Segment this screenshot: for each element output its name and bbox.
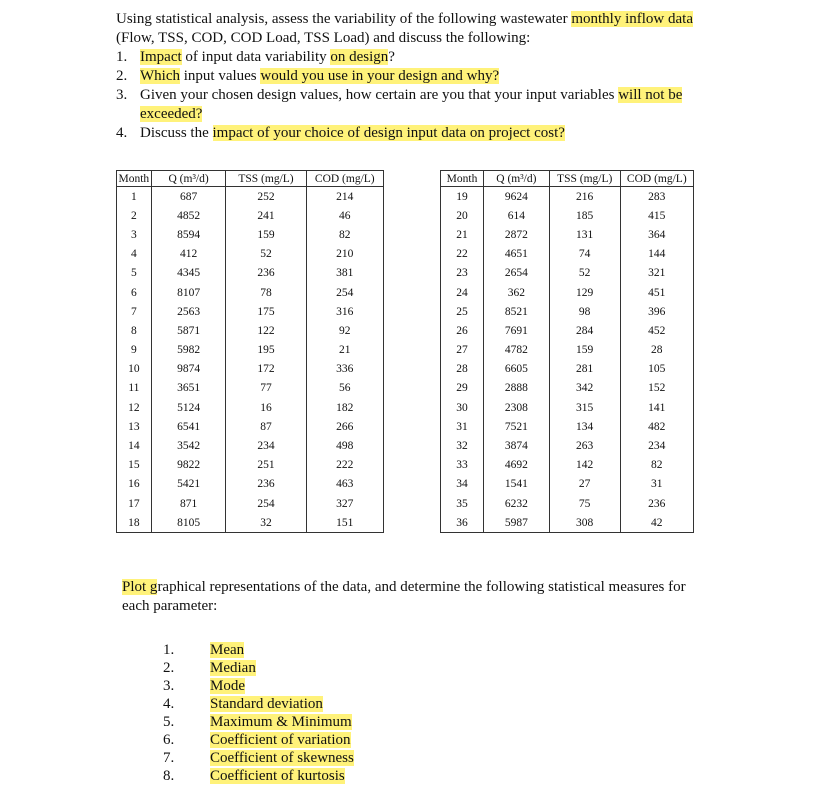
- cell-tss: 32: [226, 513, 306, 533]
- header-month: Month: [117, 171, 152, 187]
- cell-cod: 151: [306, 513, 383, 533]
- cell-tss: 254: [226, 494, 306, 513]
- measure-item: [163, 659, 354, 677]
- question-text: input values: [179, 68, 261, 84]
- cell-month: 33: [441, 456, 484, 475]
- table-row: [117, 302, 384, 321]
- table-row: [441, 456, 694, 475]
- cell-cod: 28: [620, 341, 693, 360]
- cell-cod: 42: [620, 513, 693, 533]
- table-row: [441, 341, 694, 360]
- cell-cod: 381: [306, 264, 383, 283]
- cell-tss: 281: [549, 360, 620, 379]
- cell-month: 10: [117, 360, 152, 379]
- cell-cod: 214: [306, 187, 383, 207]
- cell-cod: 234: [620, 436, 693, 455]
- cell-cod: 254: [306, 283, 383, 302]
- cell-cod: 82: [306, 225, 383, 244]
- cell-month: 6: [117, 283, 152, 302]
- cell-cod: 82: [620, 456, 693, 475]
- cell-flow: 8105: [151, 513, 226, 533]
- cell-flow: 8107: [151, 283, 226, 302]
- cell-tss: 308: [549, 513, 620, 533]
- cell-flow: 5982: [151, 341, 226, 360]
- cell-flow: 1541: [484, 475, 550, 494]
- cell-tss: 98: [549, 302, 620, 321]
- table-body: [441, 187, 694, 533]
- table-header-row: [441, 171, 694, 187]
- cell-cod: 316: [306, 302, 383, 321]
- table-row: [441, 264, 694, 283]
- cell-cod: 182: [306, 398, 383, 417]
- cell-month: 23: [441, 264, 484, 283]
- table-row: [441, 398, 694, 417]
- cell-tss: 131: [549, 225, 620, 244]
- cell-tss: 52: [226, 245, 306, 264]
- table-row: [117, 283, 384, 302]
- question-number: 3.: [116, 87, 128, 103]
- question-text: of input data variability: [181, 49, 331, 65]
- cell-flow: 9874: [151, 360, 226, 379]
- header-flow: Q (m³/d): [484, 171, 550, 187]
- cell-flow: 4782: [484, 341, 550, 360]
- cell-flow: 8521: [484, 302, 550, 321]
- table-row: [117, 475, 384, 494]
- cell-cod: 415: [620, 206, 693, 225]
- cell-cod: 31: [620, 475, 693, 494]
- cell-month: 32: [441, 436, 484, 455]
- cell-month: 9: [117, 341, 152, 360]
- cell-month: 34: [441, 475, 484, 494]
- question-text-highlight: impact of your choice of design input data on project cost?: [212, 125, 565, 141]
- measure-item: [163, 677, 354, 695]
- cell-tss: 315: [549, 398, 620, 417]
- inflow-table-months-19-36: [440, 170, 694, 533]
- cell-month: 20: [441, 206, 484, 225]
- measure-item: [163, 713, 354, 731]
- cell-tss: 172: [226, 360, 306, 379]
- measure-label: Coefficient of skewness: [210, 750, 354, 766]
- cell-cod: 463: [306, 475, 383, 494]
- cell-cod: 321: [620, 264, 693, 283]
- cell-tss: 122: [226, 321, 306, 340]
- plot-text-highlight: Plot g: [122, 579, 158, 595]
- intro-text-highlight: monthly inflow data: [571, 11, 693, 27]
- table-row: [117, 494, 384, 513]
- cell-tss: 175: [226, 302, 306, 321]
- table-row: [441, 379, 694, 398]
- cell-month: 1: [117, 187, 152, 207]
- cell-flow: 687: [151, 187, 226, 207]
- cell-cod: 46: [306, 206, 383, 225]
- cell-flow: 6232: [484, 494, 550, 513]
- cell-tss: 142: [549, 456, 620, 475]
- cell-flow: 5871: [151, 321, 226, 340]
- table-row: [441, 360, 694, 379]
- cell-flow: 4345: [151, 264, 226, 283]
- cell-month: 4: [117, 245, 152, 264]
- cell-month: 25: [441, 302, 484, 321]
- cell-month: 5: [117, 264, 152, 283]
- cell-cod: 56: [306, 379, 383, 398]
- measure-item: [163, 749, 354, 767]
- measure-label: Maximum & Minimum: [210, 714, 352, 730]
- measure-label: Median: [210, 660, 256, 676]
- measure-number: 4.: [163, 696, 175, 712]
- header-flow: Q (m³/d): [151, 171, 226, 187]
- cell-month: 21: [441, 225, 484, 244]
- cell-flow: 8594: [151, 225, 226, 244]
- cell-tss: 252: [226, 187, 306, 207]
- table-row: [117, 187, 384, 207]
- cell-cod: 498: [306, 436, 383, 455]
- table-row: [117, 360, 384, 379]
- cell-flow: 7521: [484, 417, 550, 436]
- table-body: [117, 187, 384, 533]
- cell-cod: 144: [620, 245, 693, 264]
- cell-tss: 52: [549, 264, 620, 283]
- question-text-highlight: will not be exceeded?: [140, 87, 683, 122]
- question-item: [116, 67, 706, 86]
- measure-item: [163, 731, 354, 749]
- cell-flow: 9624: [484, 187, 550, 207]
- table-row: [441, 321, 694, 340]
- plot-instruction: [122, 578, 702, 616]
- question-list: [116, 48, 706, 143]
- measure-label: Coefficient of kurtosis: [210, 768, 345, 784]
- measure-number: 8.: [163, 768, 175, 784]
- cell-month: 7: [117, 302, 152, 321]
- table-header-row: [117, 171, 384, 187]
- measure-label: Mean: [210, 642, 245, 658]
- table-row: [117, 206, 384, 225]
- cell-month: 30: [441, 398, 484, 417]
- cell-flow: 5987: [484, 513, 550, 533]
- table-row: [441, 245, 694, 264]
- cell-flow: 412: [151, 245, 226, 264]
- measure-label: Coefficient of variation: [210, 732, 351, 748]
- cell-cod: 152: [620, 379, 693, 398]
- question-text: Discuss the: [140, 125, 213, 141]
- measure-label: Standard deviation: [210, 696, 323, 712]
- header-tss: TSS (mg/L): [549, 171, 620, 187]
- cell-flow: 3542: [151, 436, 226, 455]
- cell-tss: 75: [549, 494, 620, 513]
- cell-flow: 871: [151, 494, 226, 513]
- cell-tss: 195: [226, 341, 306, 360]
- cell-month: 28: [441, 360, 484, 379]
- cell-month: 12: [117, 398, 152, 417]
- cell-cod: 396: [620, 302, 693, 321]
- cell-tss: 236: [226, 475, 306, 494]
- cell-cod: 105: [620, 360, 693, 379]
- inflow-table-months-1-18: [116, 170, 384, 533]
- header-cod: COD (mg/L): [620, 171, 693, 187]
- plot-text: raphical representations of the data, and determine the following statistical measures for each parameter:: [122, 579, 686, 614]
- cell-cod: 283: [620, 187, 693, 207]
- question-number: 1.: [116, 49, 128, 65]
- cell-tss: 27: [549, 475, 620, 494]
- cell-month: 13: [117, 417, 152, 436]
- cell-cod: 452: [620, 321, 693, 340]
- table-row: [117, 456, 384, 475]
- header-cod: COD (mg/L): [306, 171, 383, 187]
- measure-number: 5.: [163, 714, 175, 730]
- table-row: [441, 417, 694, 436]
- question-item: [116, 48, 706, 67]
- table-row: [441, 494, 694, 513]
- cell-month: 19: [441, 187, 484, 207]
- measure-label: Mode: [210, 678, 245, 694]
- cell-cod: 236: [620, 494, 693, 513]
- table-row: [117, 321, 384, 340]
- cell-tss: 251: [226, 456, 306, 475]
- cell-flow: 4651: [484, 245, 550, 264]
- cell-tss: 74: [549, 245, 620, 264]
- cell-flow: 6541: [151, 417, 226, 436]
- cell-tss: 216: [549, 187, 620, 207]
- cell-tss: 134: [549, 417, 620, 436]
- cell-cod: 210: [306, 245, 383, 264]
- cell-flow: 3874: [484, 436, 550, 455]
- intro-text-start: Using statistical analysis, assess the variability of the following wastewater: [116, 11, 572, 27]
- cell-cod: 327: [306, 494, 383, 513]
- cell-flow: 4852: [151, 206, 226, 225]
- cell-tss: 129: [549, 283, 620, 302]
- cell-cod: 451: [620, 283, 693, 302]
- table-row: [117, 264, 384, 283]
- measure-number: 7.: [163, 750, 175, 766]
- cell-month: 3: [117, 225, 152, 244]
- cell-cod: 141: [620, 398, 693, 417]
- cell-cod: 364: [620, 225, 693, 244]
- cell-tss: 234: [226, 436, 306, 455]
- question-text-highlight: Which: [140, 68, 180, 84]
- cell-flow: 614: [484, 206, 550, 225]
- cell-flow: 2888: [484, 379, 550, 398]
- measure-item: [163, 641, 354, 659]
- measure-item: [163, 695, 354, 713]
- cell-cod: 92: [306, 321, 383, 340]
- measure-number: 1.: [163, 642, 175, 658]
- cell-flow: 2308: [484, 398, 550, 417]
- cell-month: 17: [117, 494, 152, 513]
- cell-month: 27: [441, 341, 484, 360]
- cell-flow: 4692: [484, 456, 550, 475]
- question-number: 2.: [116, 68, 128, 84]
- cell-tss: 77: [226, 379, 306, 398]
- table-row: [117, 398, 384, 417]
- cell-tss: 236: [226, 264, 306, 283]
- intro-text-end: (Flow, TSS, COD, COD Load, TSS Load) and discuss the following:: [116, 30, 531, 46]
- measure-item: [163, 767, 354, 785]
- table-row: [441, 436, 694, 455]
- intro-paragraph: [116, 10, 706, 48]
- cell-flow: 5124: [151, 398, 226, 417]
- table-row: [441, 206, 694, 225]
- table-row: [441, 187, 694, 207]
- cell-cod: 336: [306, 360, 383, 379]
- table-row: [441, 225, 694, 244]
- table-row: [441, 302, 694, 321]
- cell-month: 14: [117, 436, 152, 455]
- table-row: [117, 417, 384, 436]
- measure-number: 3.: [163, 678, 175, 694]
- cell-month: 15: [117, 456, 152, 475]
- cell-month: 11: [117, 379, 152, 398]
- cell-flow: 2563: [151, 302, 226, 321]
- question-text: Given your chosen design values, how certain are you that your input variables: [140, 87, 619, 103]
- cell-cod: 21: [306, 341, 383, 360]
- cell-cod: 266: [306, 417, 383, 436]
- cell-cod: 482: [620, 417, 693, 436]
- table-row: [441, 283, 694, 302]
- cell-flow: 2654: [484, 264, 550, 283]
- cell-month: 2: [117, 206, 152, 225]
- cell-month: 35: [441, 494, 484, 513]
- table-row: [441, 475, 694, 494]
- cell-flow: 2872: [484, 225, 550, 244]
- cell-month: 22: [441, 245, 484, 264]
- table-row: [117, 436, 384, 455]
- cell-month: 31: [441, 417, 484, 436]
- cell-flow: 6605: [484, 360, 550, 379]
- question-text-highlight: would you use in your design and why?: [260, 68, 500, 84]
- statistical-measures-list: [163, 641, 354, 785]
- cell-month: 26: [441, 321, 484, 340]
- cell-tss: 159: [226, 225, 306, 244]
- cell-month: 18: [117, 513, 152, 533]
- table-row: [117, 379, 384, 398]
- cell-tss: 241: [226, 206, 306, 225]
- question-text-highlight: Impact: [140, 49, 182, 65]
- question-text-highlight: on design: [330, 49, 389, 65]
- cell-flow: 362: [484, 283, 550, 302]
- cell-month: 24: [441, 283, 484, 302]
- table-row: [117, 245, 384, 264]
- cell-flow: 5421: [151, 475, 226, 494]
- cell-month: 36: [441, 513, 484, 533]
- cell-month: 16: [117, 475, 152, 494]
- cell-flow: 9822: [151, 456, 226, 475]
- measure-number: 2.: [163, 660, 175, 676]
- cell-tss: 87: [226, 417, 306, 436]
- cell-flow: 3651: [151, 379, 226, 398]
- cell-tss: 159: [549, 341, 620, 360]
- measure-number: 6.: [163, 732, 175, 748]
- header-month: Month: [441, 171, 484, 187]
- header-tss: TSS (mg/L): [226, 171, 306, 187]
- cell-flow: 7691: [484, 321, 550, 340]
- cell-cod: 222: [306, 456, 383, 475]
- cell-tss: 342: [549, 379, 620, 398]
- table-row: [117, 513, 384, 533]
- table-row: [117, 341, 384, 360]
- question-number: 4.: [116, 125, 128, 141]
- cell-tss: 263: [549, 436, 620, 455]
- cell-tss: 78: [226, 283, 306, 302]
- cell-month: 8: [117, 321, 152, 340]
- question-text: ?: [388, 49, 395, 65]
- question-item: [116, 86, 706, 124]
- cell-tss: 16: [226, 398, 306, 417]
- cell-tss: 185: [549, 206, 620, 225]
- cell-tss: 284: [549, 321, 620, 340]
- question-item: [116, 124, 706, 143]
- table-row: [441, 513, 694, 533]
- table-row: [117, 225, 384, 244]
- assignment-intro: [116, 10, 706, 143]
- cell-month: 29: [441, 379, 484, 398]
